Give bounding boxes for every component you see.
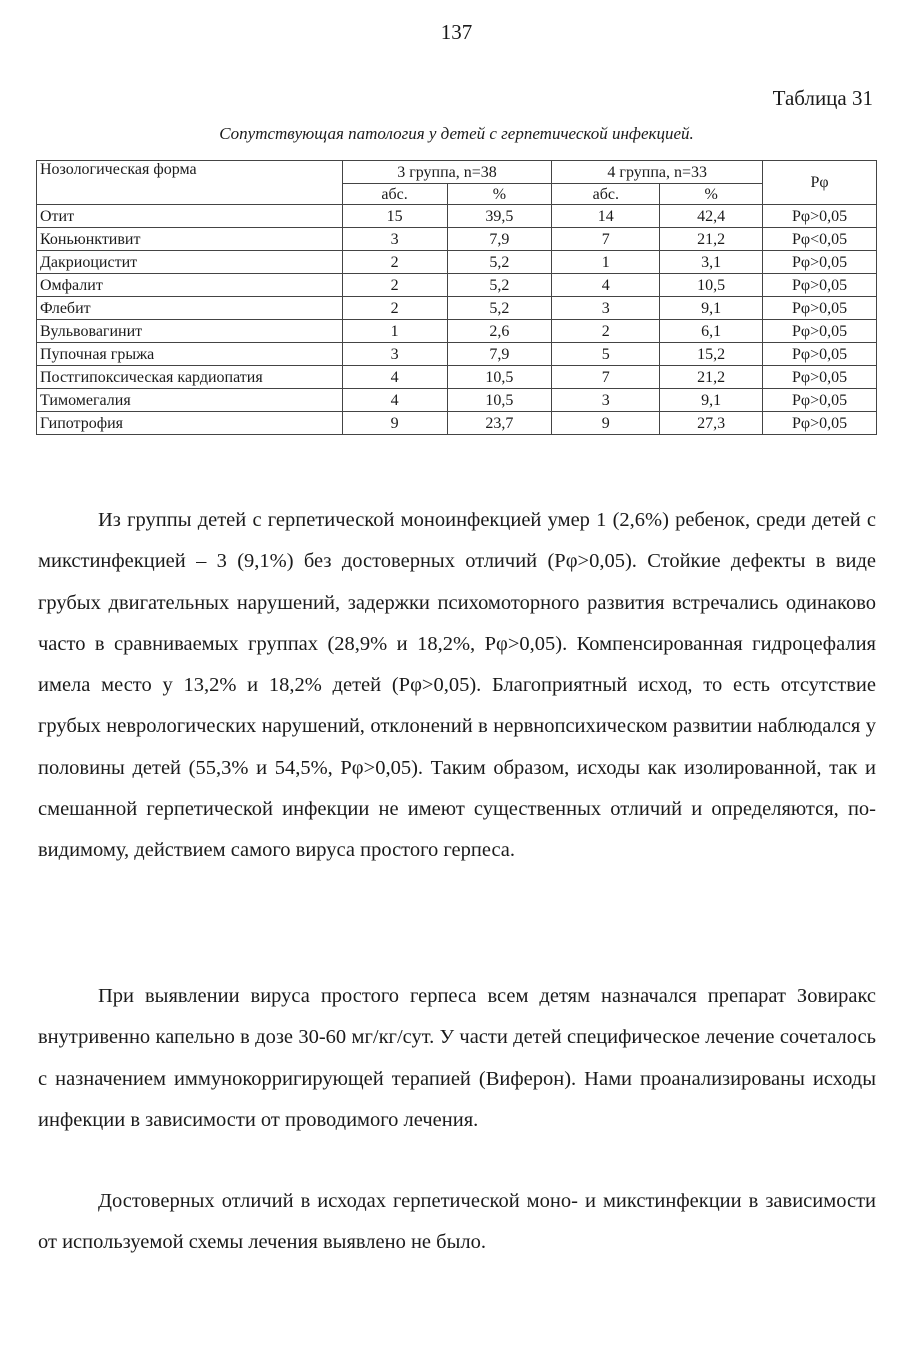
cell-form: Флебит — [37, 297, 343, 320]
cell-form: Коньюнктивит — [37, 228, 343, 251]
table-row — [37, 389, 877, 412]
cell-g4-pct: 15,2 — [660, 343, 763, 366]
paragraph-conclusion: Достоверных отличий в исходах герпетической моно- и микстинфекции в зависимости от используемой схемы лечения выявлено не было. — [38, 1190, 876, 1254]
table-row — [37, 320, 877, 343]
cell-g3-abs: 3 — [342, 228, 447, 251]
header-p: Рφ — [763, 161, 877, 205]
cell-g4-pct: 10,5 — [660, 274, 763, 297]
cell-g3-pct: 39,5 — [447, 205, 552, 228]
table-row — [37, 343, 877, 366]
cell-g3-abs: 15 — [342, 205, 447, 228]
cell-g3-abs: 4 — [342, 389, 447, 412]
cell-g4-pct: 6,1 — [660, 320, 763, 343]
cell-g4-pct: 21,2 — [660, 366, 763, 389]
page-number: 137 — [440, 20, 473, 44]
subheader-pct-g4: % — [660, 184, 763, 205]
cell-p: Рφ>0,05 — [763, 205, 877, 228]
cell-p: Рφ>0,05 — [763, 297, 877, 320]
header-group3: 3 группа, n=38 — [342, 161, 552, 184]
cell-g4-abs: 7 — [552, 366, 660, 389]
cell-g3-pct: 5,2 — [447, 297, 552, 320]
cell-p: Рφ>0,05 — [763, 366, 877, 389]
table-row — [37, 228, 877, 251]
cell-g4-abs: 9 — [552, 412, 660, 435]
table-caption: Сопутствующая патология у детей с герпетической инфекцией. — [219, 124, 694, 143]
cell-g4-abs: 4 — [552, 274, 660, 297]
cell-g4-abs: 1 — [552, 251, 660, 274]
cell-p: Рφ>0,05 — [763, 274, 877, 297]
comorbidity-table — [36, 160, 877, 435]
cell-g4-abs: 5 — [552, 343, 660, 366]
cell-p: Рφ<0,05 — [763, 228, 877, 251]
cell-g3-abs: 2 — [342, 251, 447, 274]
cell-form: Омфалит — [37, 274, 343, 297]
table-row — [37, 412, 877, 435]
cell-g3-pct: 7,9 — [447, 228, 552, 251]
cell-g4-abs: 7 — [552, 228, 660, 251]
cell-g4-pct: 9,1 — [660, 389, 763, 412]
header-group4: 4 группа, n=33 — [552, 161, 763, 184]
cell-g4-pct: 9,1 — [660, 297, 763, 320]
cell-g4-abs: 2 — [552, 320, 660, 343]
cell-g3-pct: 7,9 — [447, 343, 552, 366]
subheader-abs-g4: абс. — [552, 184, 660, 205]
cell-g3-pct: 5,2 — [447, 274, 552, 297]
cell-form: Отит — [37, 205, 343, 228]
cell-g3-pct: 10,5 — [447, 366, 552, 389]
paragraph-treatment: При выявлении вируса простого герпеса всем детям назначался препарат Зовиракс внутривенно капельно в дозе 30-60 мг/кг/сут. У части детей специфическое лечение сочеталось с назначением иммунокорригирующей терапией (Виферон). Нами проанализированы исходы инфекции в зависимости от проводимого лечения. — [38, 985, 876, 1131]
cell-g4-abs: 3 — [552, 297, 660, 320]
subheader-pct-g3: % — [447, 184, 552, 205]
cell-form: Тимомегалия — [37, 389, 343, 412]
cell-p: Рφ>0,05 — [763, 251, 877, 274]
cell-g3-abs: 3 — [342, 343, 447, 366]
cell-p: Рφ>0,05 — [763, 320, 877, 343]
table-row — [37, 205, 877, 228]
table-row — [37, 274, 877, 297]
cell-p: Рφ>0,05 — [763, 389, 877, 412]
cell-form: Постгипоксическая кардиопатия — [37, 366, 343, 389]
cell-g3-abs: 9 — [342, 412, 447, 435]
table-row — [37, 251, 877, 274]
header-form: Нозологическая форма — [37, 161, 343, 205]
cell-g3-pct: 2,6 — [447, 320, 552, 343]
cell-g4-abs: 14 — [552, 205, 660, 228]
cell-g3-abs: 2 — [342, 297, 447, 320]
table-body — [37, 161, 877, 435]
cell-g3-abs: 4 — [342, 366, 447, 389]
cell-p: Рφ>0,05 — [763, 412, 877, 435]
cell-form: Гипотрофия — [37, 412, 343, 435]
cell-g3-pct: 23,7 — [447, 412, 552, 435]
cell-form: Вульвовагинит — [37, 320, 343, 343]
cell-g4-pct: 27,3 — [660, 412, 763, 435]
table-row — [37, 297, 877, 320]
table-row — [37, 366, 877, 389]
cell-g4-pct: 3,1 — [660, 251, 763, 274]
cell-g3-abs: 2 — [342, 274, 447, 297]
cell-form: Пупочная грыжа — [37, 343, 343, 366]
table-label: Таблица 31 — [772, 86, 873, 110]
subheader-abs-g3: абс. — [342, 184, 447, 205]
cell-g4-pct: 42,4 — [660, 205, 763, 228]
cell-g3-pct: 5,2 — [447, 251, 552, 274]
cell-p: Рφ>0,05 — [763, 343, 877, 366]
cell-g3-pct: 10,5 — [447, 389, 552, 412]
table-header-row — [37, 161, 877, 184]
cell-g3-abs: 1 — [342, 320, 447, 343]
paragraph-outcomes: Из группы детей с герпетической моноинфекцией умер 1 (2,6%) ребенок, среди детей с микстинфекцией – 3 (9,1%) без достоверных отличий (Рφ>0,05). Стойкие дефекты в виде грубых двигательных нарушений, задержки психомоторного развития встречались одинаково часто в сравниваемых группах (28,9% и 18,2%, Рφ>0,05). Компенсированная гидроцефалия имела место у 13,2% и 18,2% детей (Рφ>0,05). Благоприятный исход, то есть отсутствие грубых неврологических нарушений, отклонений в нервнопсихическом развитии наблюдался у половины детей (55,3% и 54,5%, Рφ>0,05). Таким образом, исходы как изолированной, так и смешанной герпетической инфекции не имеют существенных отличий и определяются, по-видимому, действием самого вируса простого герпеса. — [38, 509, 876, 862]
cell-form: Дакриоцистит — [37, 251, 343, 274]
cell-g4-abs: 3 — [552, 389, 660, 412]
cell-g4-pct: 21,2 — [660, 228, 763, 251]
